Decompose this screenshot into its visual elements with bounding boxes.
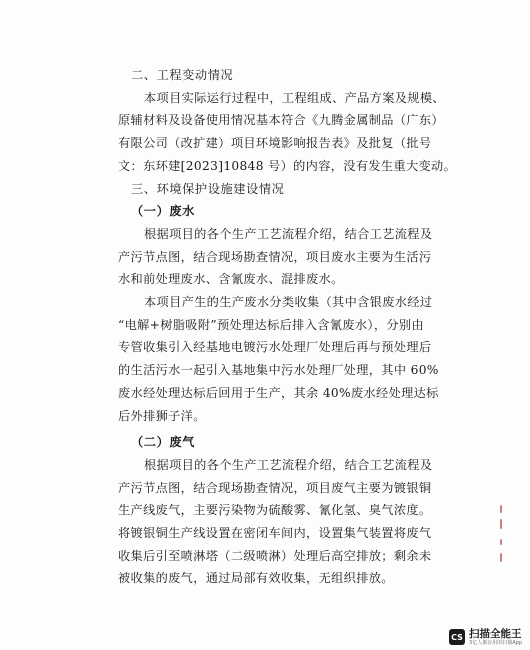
wastewater-para1-line: 根据项目的各个生产工艺流程介绍，结合工艺流程及 (144, 226, 433, 241)
wastewater-para2-line: 后外排狮子洋。 (118, 408, 206, 423)
section2-line: 有限公司（改扩建）项目环境影响报告表》及批复（批号 (118, 136, 432, 151)
wastewater-para2-line: 废水经处理达标后回用于生产，其余 40%废水经处理达标 (118, 385, 439, 400)
document-body (118, 64, 457, 590)
wastewater-para1-line: 水和前处理废水、含氰废水、混排废水。 (118, 272, 344, 287)
section2-title: 二、工程变动情况 (131, 68, 234, 82)
wastewater-para1-line: 产污节点图，结合现场勘查情况，项目废水主要为生活污 (118, 249, 432, 264)
section2-line: 原辅材料及设备使用情况基本符合《九腾金属制品（广东） (118, 113, 444, 128)
exhaust-para-line: 将镀银铜生产线设置在密闭车间内，设置集气装置将废气 (118, 526, 432, 541)
exhaust-para-line: 收集后引至喷淋塔（二级喷淋）处理后高空排放；剩余未 (118, 548, 432, 563)
section2-line: 文：东环建[2023]10848 号）的内容，没有发生重大变动。 (118, 158, 457, 173)
cs-logo-icon: CS (449, 629, 465, 645)
wastewater-para2-line: 的生活污水一起引入基地集中污水处理厂处理，其中 60% (118, 363, 439, 378)
subsection2-title: （二）废气 (131, 435, 195, 450)
wastewater-para2-line: 专管收集引入经基地电镀污水处理厂处理后再与预处理后 (118, 340, 432, 355)
section3-title: 三、环境保护设施建设情况 (131, 181, 285, 196)
exhaust-para-line: 生产线废气，主要污染物为硫酸雾、氰化氢、臭气浓度。 (118, 503, 432, 518)
subsection1-title: （一）废水 (131, 204, 195, 219)
section2-line: 本项目实际运行过程中，工程组成、产品方案及规模、 (144, 90, 445, 105)
watermark-name: 扫描全能王 (469, 627, 522, 640)
exhaust-para-line: 产污节点图，结合现场勘查情况，项目废气主要为镀银铜 (118, 480, 432, 495)
wastewater-para2-line: 本项目产生的生产废水分类收集（其中含银废水经过 (144, 295, 433, 310)
wastewater-para2-line: “电解+树脂吸附”预处理达标后排入含氰废水），分别由 (118, 317, 424, 332)
scanner-watermark (449, 629, 522, 647)
watermark-subtitle: 3亿人都在用的扫描App (469, 640, 522, 646)
exhaust-para-line: 被收集的废气，通过局部有效收集，无组织排放。 (118, 571, 394, 586)
page-edge-stamp-mark (500, 505, 504, 565)
exhaust-para-line: 根据项目的各个生产工艺流程介绍，结合工艺流程及 (144, 457, 433, 472)
